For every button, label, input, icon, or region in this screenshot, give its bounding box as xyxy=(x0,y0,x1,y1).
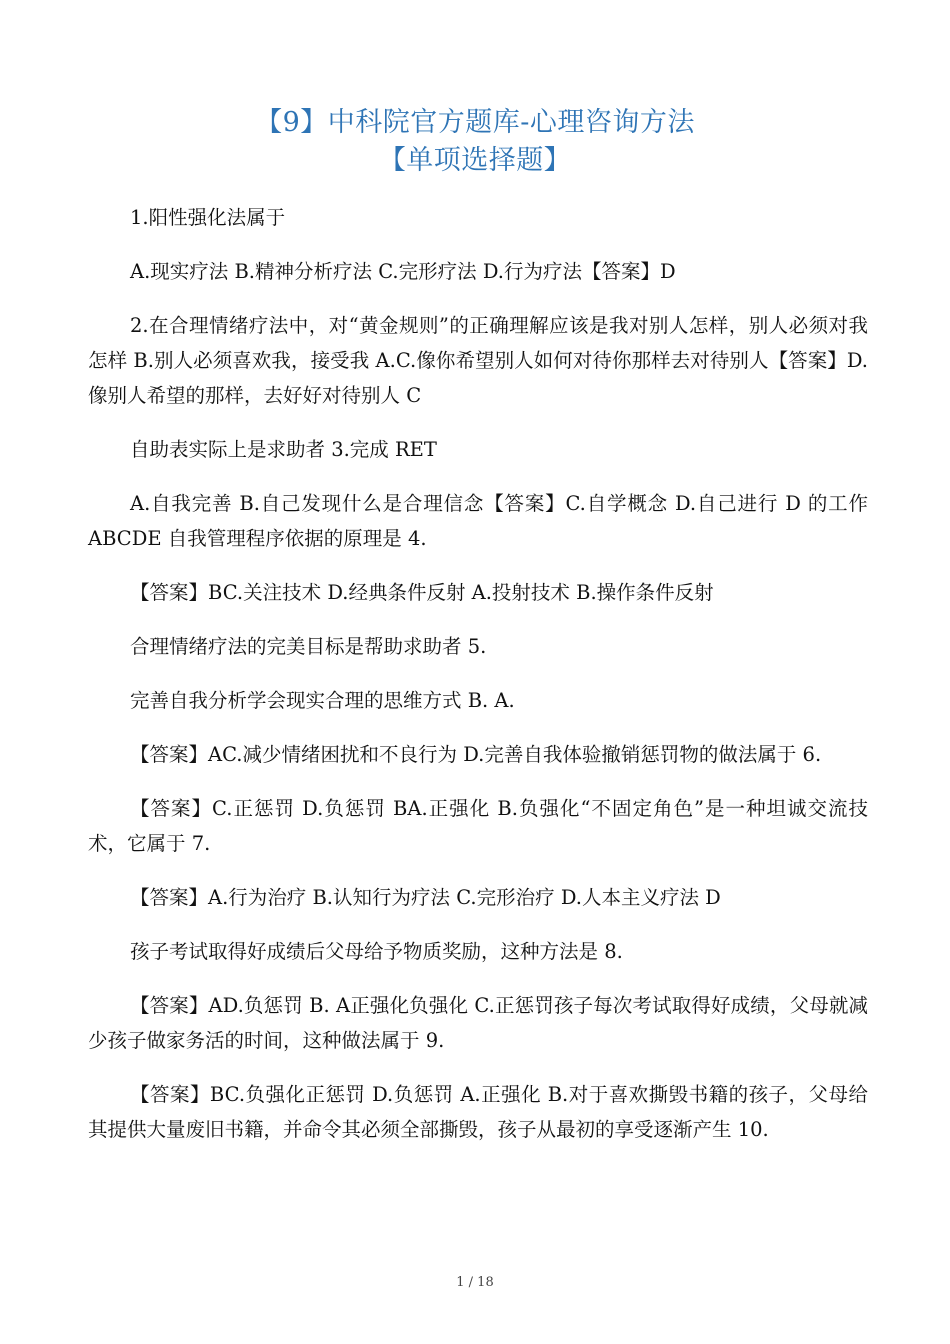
title-block xyxy=(0,104,950,180)
paragraph-13: 【答案】AD.负惩罚 B. A正强化负强化 C.正惩罚孩子每次考试取得好成绩，父母就减少孩子做家务活的时间，这种做法属于 9. xyxy=(88,994,868,1052)
paragraph-9: 【答案】AC.减少情绪困扰和不良行为 D.完善自我体验撤销惩罚物的做法属于 6. xyxy=(130,743,822,766)
document-title: 【9】中科院官方题库-心理咨询方法 xyxy=(255,107,695,138)
paragraph-12: 孩子考试取得好成绩后父母给予物质奖励，这种方法是 8. xyxy=(130,940,623,963)
paragraph-1: 1.阳性强化法属于 xyxy=(130,206,286,229)
paragraph-10: 【答案】C.正惩罚 D.负惩罚 BA.正强化 B.负强化“不固定角色”是一种坦诚交流技术，它属于 7. xyxy=(88,797,868,855)
document-body xyxy=(88,200,868,1166)
paragraph-3: 2.在合理情绪疗法中，对“黄金规则”的正确理解应该是我对别人怎样，别人必须对我怎样 B.别人必须喜欢我，接受我 A.C.像你希望别人如何对待你那样去对待别人【答案】D.像别人希望的那样，去好好对待别人 C xyxy=(88,314,868,407)
paragraph-5: A.自我完善 B.自己发现什么是合理信念【答案】C.自学概念 D.自己进行 D 的工作 ABCDE 自我管理程序依据的原理是 4. xyxy=(88,492,868,550)
paragraph-7: 合理情绪疗法的完美目标是帮助求助者 5. xyxy=(130,635,487,658)
section-heading: 【单项选择题】 xyxy=(378,145,572,176)
paragraph-8: 完善自我分析学会现实合理的思维方式 B. A. xyxy=(130,689,515,712)
paragraph-2: A.现实疗法 B.精神分析疗法 C.完形疗法 D.行为疗法【答案】D xyxy=(130,260,676,283)
paragraph-4: 自助表实际上是求助者 3.完成 RET xyxy=(130,438,437,461)
paragraph-11: 【答案】A.行为治疗 B.认知行为疗法 C.完形治疗 D.人本主义疗法 D xyxy=(130,886,721,909)
page-number: 1 / 18 xyxy=(456,1275,494,1290)
paragraph-6: 【答案】BC.关注技术 D.经典条件反射 A.投射技术 B.操作条件反射 xyxy=(130,581,714,604)
paragraph-14: 【答案】BC.负强化正惩罚 D.负惩罚 A.正强化 B.对于喜欢撕毁书籍的孩子，父母给其提供大量废旧书籍，并命令其必须全部撕毁，孩子从最初的享受逐渐产生 10. xyxy=(88,1083,868,1141)
